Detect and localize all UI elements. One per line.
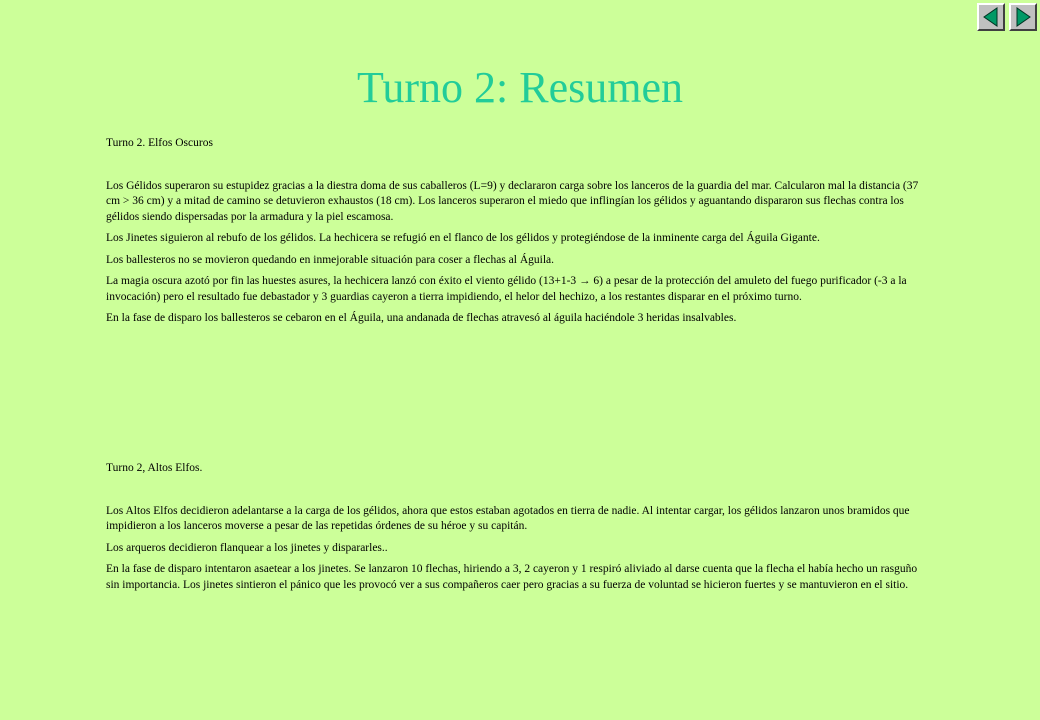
paragraph: Los Jinetes siguieron al rebufo de los gélidos. La hechicera se refugió en el flanco de los gélidos y protegiéndose de la inminente carga del Águila Gigante.	[106, 232, 820, 244]
previous-slide-button[interactable]	[977, 3, 1005, 31]
paragraph: Los ballesteros no se movieron quedando en inmejorable situación para coser a flechas al Águila.	[106, 253, 555, 266]
section-heading: Turno 2, Altos Elfos.	[106, 462, 203, 474]
paragraph: En la fase de disparo intentaron asaetear a los jinetes. Se lanzaron 10 flechas, hiriendo a 3, 2 cayeron y 1 respiró aliviado al darse cuenta que la flecha el había hecho un rasguño sin importancia. Los jinetes sintieron el pánico que les provocó ver a sus compañeros caer pero gracias a su fuerza de voluntad se hicieron fuertes y se mantuvieron en el sitio.	[106, 563, 918, 591]
section-heading: Turno 2. Elfos Oscuros	[106, 137, 213, 149]
slide-navigation	[977, 3, 1037, 31]
paragraph: La magia oscura azotó por fin las huestes asures, la hechicera lanzó con éxito el viento gélido (13+1-3 → 6) a pesar de la protección del amuleto del fuego purificador (-3 a la invocación) pero el resultado fue debastador y 3 guardias cayeron a tierra impidiendo, el helor del hechizo, a los restantes disparar en el próximo turno.	[106, 275, 907, 303]
section-dark-elves	[106, 136, 924, 333]
paragraph: Los Gélidos superaron su estupidez gracias a la diestra doma de sus caballeros (L=9) y declararon carga sobre los lanceros de la guardia del mar. Calcularon mal la distancia (37 cm > 36 cm) y a mitad de camino se detuvieron exhaustos (18 cm). Los lanceros superaron el miedo que inflingían los gélidos y aguantando dispararon sus flechas contra los gélidos siendo dispersadas por la armadura y la piel escamosa.	[106, 179, 919, 223]
paragraph: Los arqueros decidieron flanquear a los jinetes y dispararles..	[106, 541, 388, 554]
next-slide-button[interactable]	[1009, 3, 1037, 31]
triangle-right-icon	[1013, 7, 1033, 27]
paragraph: En la fase de disparo los ballesteros se cebaron en el Águila, una andanada de flechas atravesó al águila haciéndole 3 heridas insalvables.	[106, 312, 737, 324]
section-high-elves	[106, 461, 924, 599]
slide-title: Turno 2: Resumen	[357, 63, 683, 112]
triangle-left-icon	[981, 7, 1001, 27]
paragraph: Los Altos Elfos decidieron adelantarse a la carga de los gélidos, ahora que estos estaban agotados en tierra de nadie. Al intentar cargar, los gélidos lanzaron unos bramidos que impidieron a los lanceros moverse a pesar de las repetidas órdenes de su héroe y su capitán.	[106, 504, 910, 532]
